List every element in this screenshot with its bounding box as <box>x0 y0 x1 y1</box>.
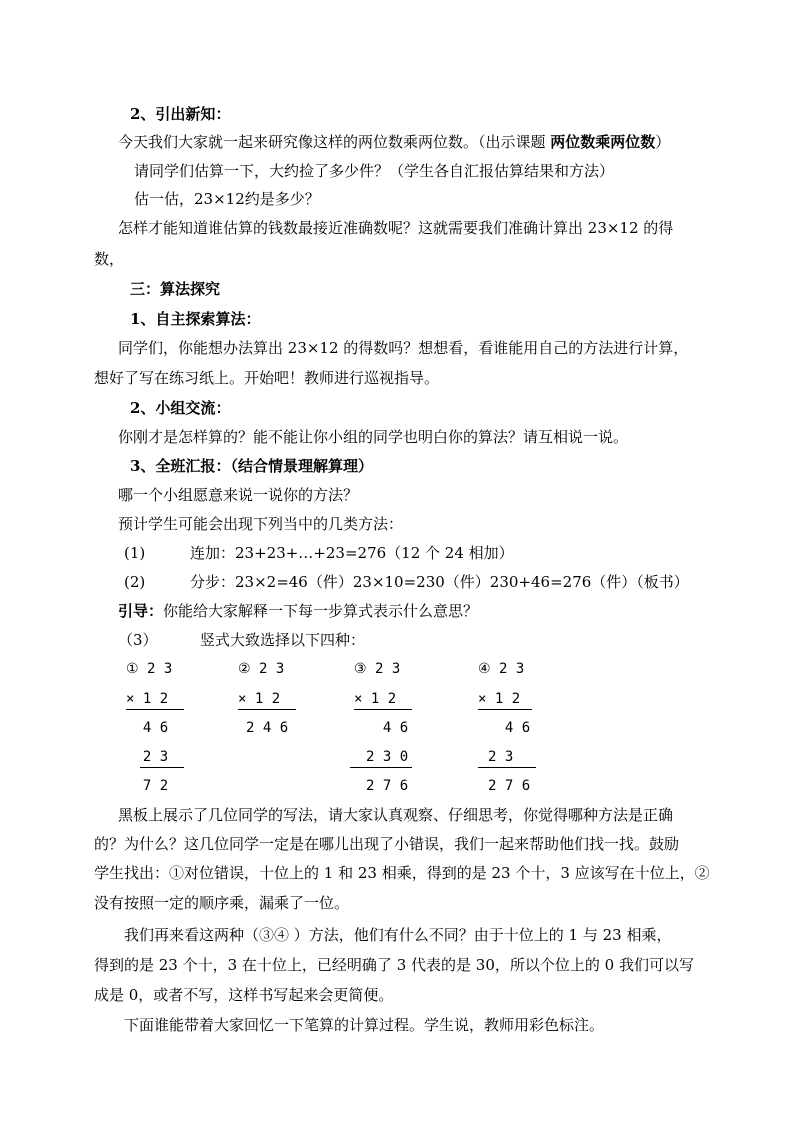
topic-end: ） <box>655 133 671 151</box>
calc-1-multiplier: × 1 2 <box>126 691 169 707</box>
sub1-paragraph-b: 想好了写在练习纸上。开始吧！教师进行巡视指导。 <box>94 369 440 387</box>
sub-heading-3: 3、全班汇报：（结合情景理解算理） <box>130 457 373 475</box>
calc-3-multiplier: × 1 2 <box>354 691 397 707</box>
calc-3-row-2: 2 3 0 <box>366 749 409 765</box>
calc-1-row-1: 4 6 <box>126 720 169 736</box>
calc-2-row-1: 2 4 6 <box>246 720 289 736</box>
section-2-heading: 2、引出新知： <box>130 105 231 123</box>
section-3-heading: 三：算法探究 <box>130 280 221 298</box>
calc-3-rule-1 <box>354 709 412 710</box>
calc-4-label: ④ 2 3 <box>478 661 525 677</box>
calc-3-row-3: 2 7 6 <box>366 778 409 794</box>
calc-4-row-2: 2 3 <box>488 749 514 765</box>
calc-1-row-2: 2 3 <box>126 749 169 765</box>
discussion-line-6: 得到的是 23 个十，3 在十位上，已经明确了 3 代表的是 30，所以个位上的 0 我们可以写 <box>94 956 694 974</box>
calc-3-rule-2 <box>350 767 412 768</box>
paragraph-estimate: 估一估，23×12约是多少？ <box>134 190 320 208</box>
sub-heading-1: 1、自主探索算法： <box>130 310 261 328</box>
method-2-text: 分步：23×2=46（件）23×10=230（件）230+46=276（件）（板书） <box>190 573 689 591</box>
guide-text: 你能给大家解释一下每一步算式表示什么意思？ <box>163 602 479 620</box>
paragraph-exact-b: 数， <box>94 250 125 268</box>
method-3-text: 竖式大致选择以下四种： <box>200 631 366 649</box>
calc-1-rule-2 <box>140 767 184 768</box>
discussion-line-5: 我们再来看这两种（③④ ）方法，他们有什么不同？由于十位上的 1 与 23 相乘， <box>124 926 672 944</box>
discussion-line-2: 的？为什么？这几位同学一定是在哪儿出现了小错误，我们一起来帮助他们找一找。鼓励 <box>94 835 680 853</box>
paragraph-topic <box>118 132 670 152</box>
calc-2-label: ② 2 3 <box>238 661 285 677</box>
discussion-line-4: 没有按照一定的顺序乘，漏乘了一位。 <box>94 894 350 912</box>
topic-title: 两位数乘两位数 <box>550 133 656 151</box>
sub3-paragraph-a: 哪一个小组愿意来说一说你的方法？ <box>118 486 359 504</box>
discussion-line-3: 学生找出：①对位错误，十位上的 1 和 23 相乘，得到的是 23 个十，3 应该写在十位上，② <box>94 864 710 882</box>
paragraph-exact-a: 怎样才能知道谁估算的钱数最接近准确数呢？这就需要我们准确计算出 23×12 的得 <box>118 219 674 237</box>
discussion-line-8: 下面谁能带着大家回忆一下笔算的计算过程。学生说，教师用彩色标注。 <box>124 1016 605 1034</box>
sub2-paragraph: 你刚才是怎样算的？能不能让你小组的同学也明白你的算法？请互相说一说。 <box>118 428 629 446</box>
calc-1-rule-1 <box>126 709 184 710</box>
calc-4-multiplier: × 1 2 <box>478 691 521 707</box>
calc-4-rule-1 <box>478 709 532 710</box>
method-1-text: 连加：23+23+…+23=276（12 个 24 相加） <box>190 544 514 562</box>
sub-heading-2: 2、小组交流： <box>130 399 231 417</box>
calc-2-multiplier: × 1 2 <box>238 691 281 707</box>
calc-4-row-1: 4 6 <box>488 720 531 736</box>
discussion-line-7: 成是 0，或者不写，这样书写起来会更简便。 <box>94 986 394 1004</box>
topic-text: 今天我们大家就一起来研究像这样的两位数乘两位数。（出示课题 <box>118 133 551 151</box>
sub1-paragraph-a: 同学们，你能想办法算出 23×12 的得数吗？想想看，看谁能用自己的方法进行计算， <box>118 339 689 357</box>
calc-4-rule-2 <box>478 767 536 768</box>
calc-1-row-3: 7 2 <box>126 778 169 794</box>
guide-label: 引导： <box>118 602 164 620</box>
sub3-paragraph-b: 预计学生可能会出现下列当中的几类方法： <box>118 515 404 533</box>
method-2-number: (2) <box>124 573 146 591</box>
calc-1-label: ① 2 3 <box>126 661 173 677</box>
method-1-number: (1) <box>124 544 146 562</box>
calc-4-row-3: 2 7 6 <box>488 778 531 794</box>
method-3-number: （3） <box>118 631 158 649</box>
calc-2-rule-1 <box>238 709 296 710</box>
calc-3-label: ③ 2 3 <box>354 661 401 677</box>
calc-3-row-1: 4 6 <box>366 720 409 736</box>
discussion-line-1: 黑板上展示了几位同学的写法，请大家认真观察、仔细思考，你觉得哪种方法是正确 <box>118 806 674 824</box>
guide-paragraph <box>118 601 478 621</box>
paragraph-estimate-prompt: 请同学们估算一下，大约捡了多少件？（学生各自汇报估算结果和方法） <box>134 162 615 180</box>
